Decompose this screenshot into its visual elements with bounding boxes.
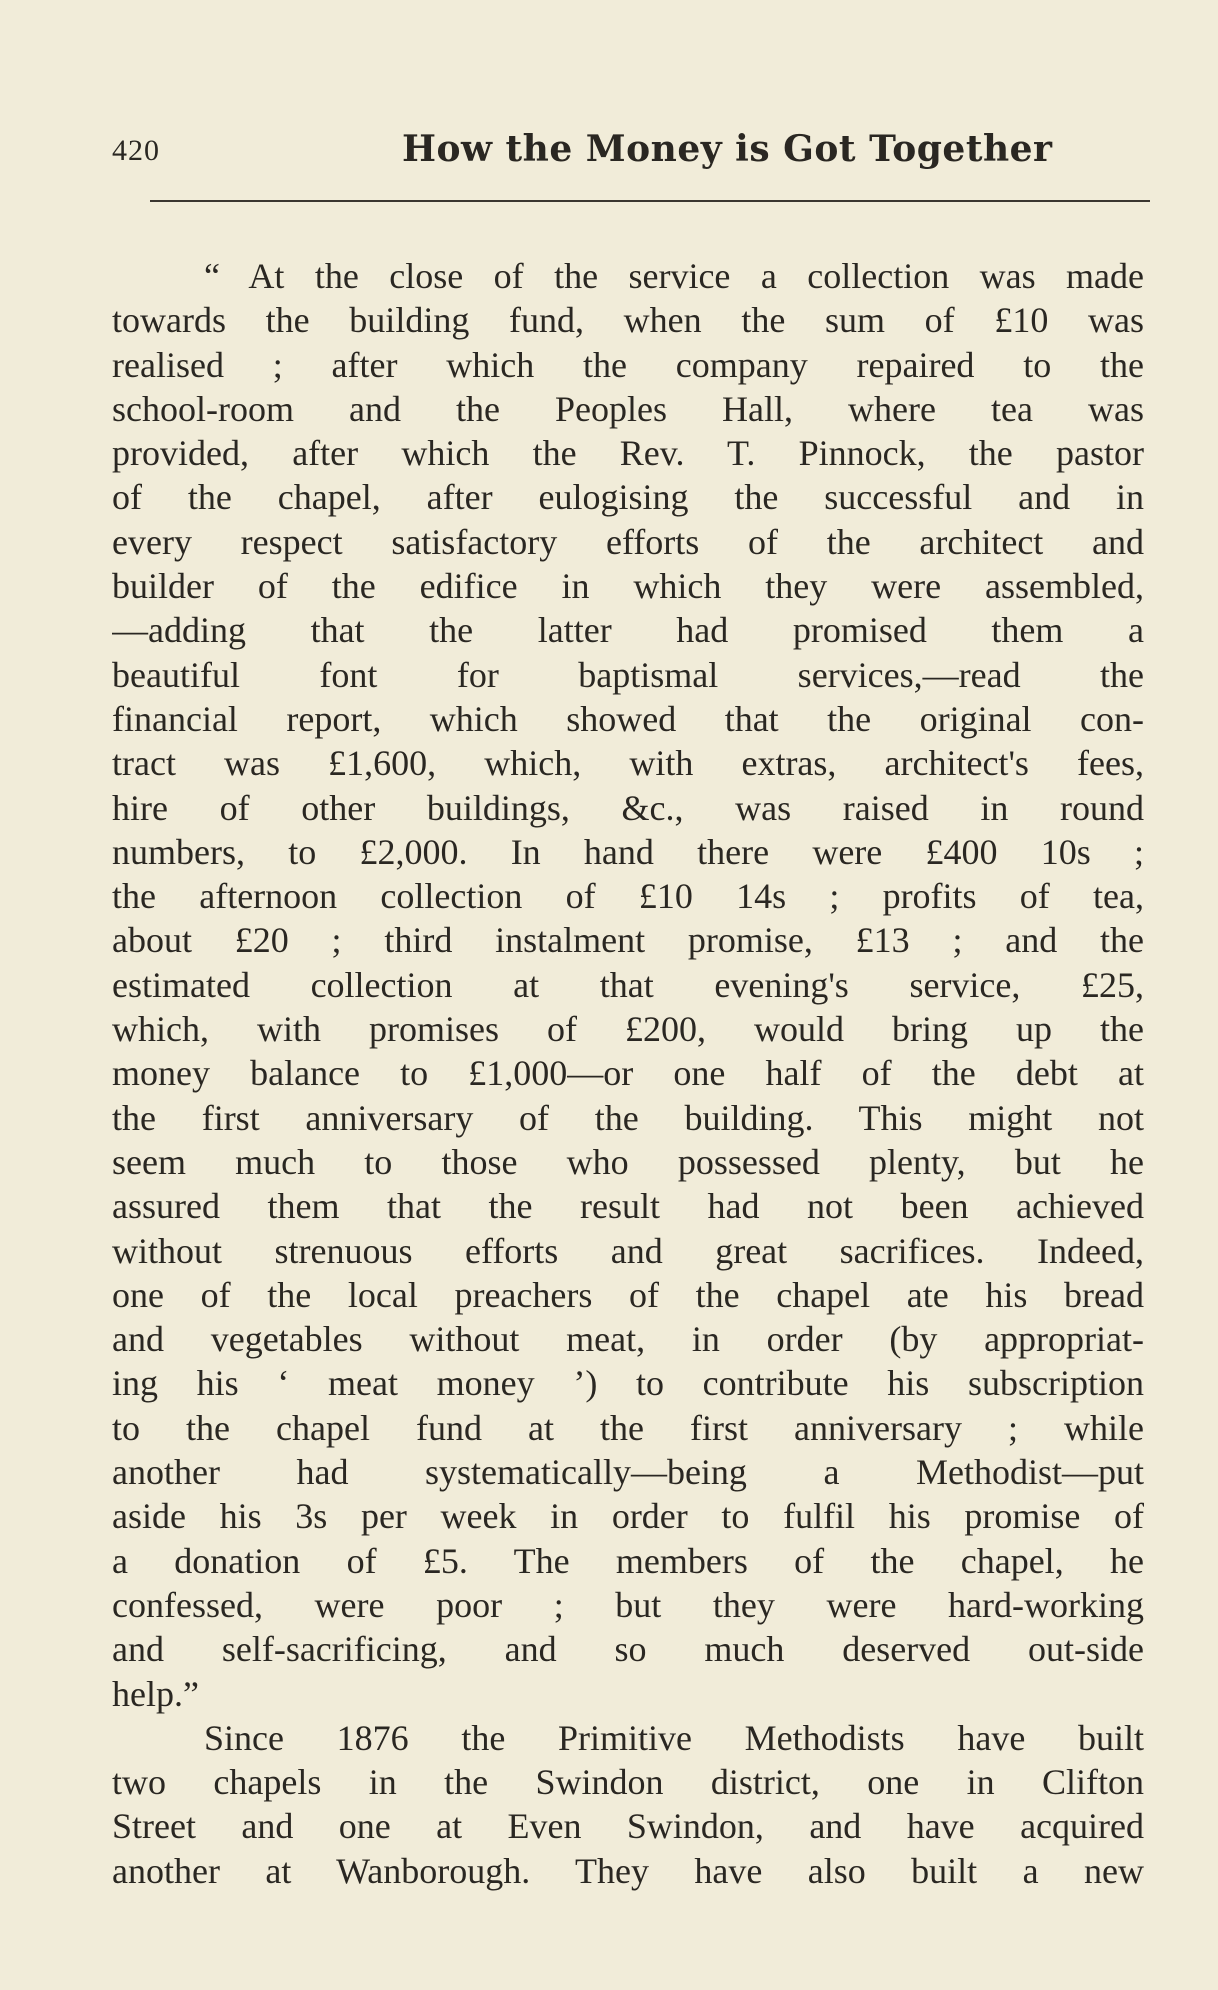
text-line: and self-sacrificing, and so much deserved out-side <box>112 1629 1144 1670</box>
text-line: the first anniversary of the building. This might not <box>112 1097 1144 1138</box>
text-line: ing his ‘ meat money ’) to contribute his subscription <box>112 1363 1144 1404</box>
text-line: aside his 3s per week in order to fulfil his promise of <box>112 1496 1144 1537</box>
text-line: “ At the close of the service a collection was made <box>204 256 1144 296</box>
page-number: 420 <box>112 134 160 167</box>
text-line: a donation of £5. The members of the chapel, he <box>112 1540 1144 1581</box>
page-header <box>112 128 1152 178</box>
text-line: seem much to those who possessed plenty, but he <box>112 1141 1144 1182</box>
running-title: How the Money is Got Together <box>402 128 1053 170</box>
text-line: provided, after which the Rev. T. Pinnock, the pastor <box>112 433 1144 474</box>
body-text <box>112 254 1144 1893</box>
text-line: towards the building fund, when the sum of £10 was <box>112 300 1144 341</box>
text-line: every respect satisfactory efforts of the architect and <box>112 521 1144 562</box>
text-line: estimated collection at that evening's service, £25, <box>112 964 1144 1005</box>
text-line: without strenuous efforts and great sacrifices. Indeed, <box>112 1230 1144 1271</box>
text-line: Street and one at Even Swindon, and have acquired <box>112 1806 1144 1847</box>
text-line: to the chapel fund at the first anniversary ; while <box>112 1407 1144 1448</box>
text-line: another at Wanborough. They have also built a new <box>112 1850 1144 1891</box>
text-line: about £20 ; third instalment promise, £13 ; and the <box>112 920 1144 961</box>
text-line: realised ; after which the company repaired to the <box>112 344 1144 385</box>
text-line: beautiful font for baptismal services,—read the <box>112 654 1144 695</box>
text-line: which, with promises of £200, would bring up the <box>112 1009 1144 1050</box>
text-line: hire of other buildings, &c., was raised in round <box>112 787 1144 828</box>
text-line: assured them that the result had not been achieved <box>112 1186 1144 1227</box>
text-line: —adding that the latter had promised them a <box>112 610 1144 651</box>
text-line: confessed, were poor ; but they were hard-working <box>112 1584 1144 1625</box>
text-line: two chapels in the Swindon district, one in Clifton <box>112 1762 1144 1803</box>
text-line: another had systematically—being a Methodist—put <box>112 1452 1144 1493</box>
text-line: the afternoon collection of £10 14s ; profits of tea, <box>112 876 1144 917</box>
text-line: and vegetables without meat, in order (by appropriat- <box>112 1319 1144 1360</box>
text-line: one of the local preachers of the chapel ate his bread <box>112 1274 1144 1315</box>
text-line: help.” <box>112 1673 199 1714</box>
text-line: Since 1876 the Primitive Methodists have built <box>204 1717 1144 1758</box>
text-line: financial report, which showed that the original con- <box>112 698 1144 739</box>
text-line: numbers, to £2,000. In hand there were £400 10s ; <box>112 831 1144 872</box>
text-line: money balance to £1,000—or one half of the debt at <box>112 1053 1144 1094</box>
text-line: tract was £1,600, which, with extras, architect's fees, <box>112 743 1144 784</box>
header-rule <box>150 200 1150 202</box>
text-line: of the chapel, after eulogising the successful and in <box>112 477 1144 518</box>
text-line: school-room and the Peoples Hall, where tea was <box>112 388 1144 429</box>
text-line: builder of the edifice in which they were assembled, <box>112 566 1144 607</box>
